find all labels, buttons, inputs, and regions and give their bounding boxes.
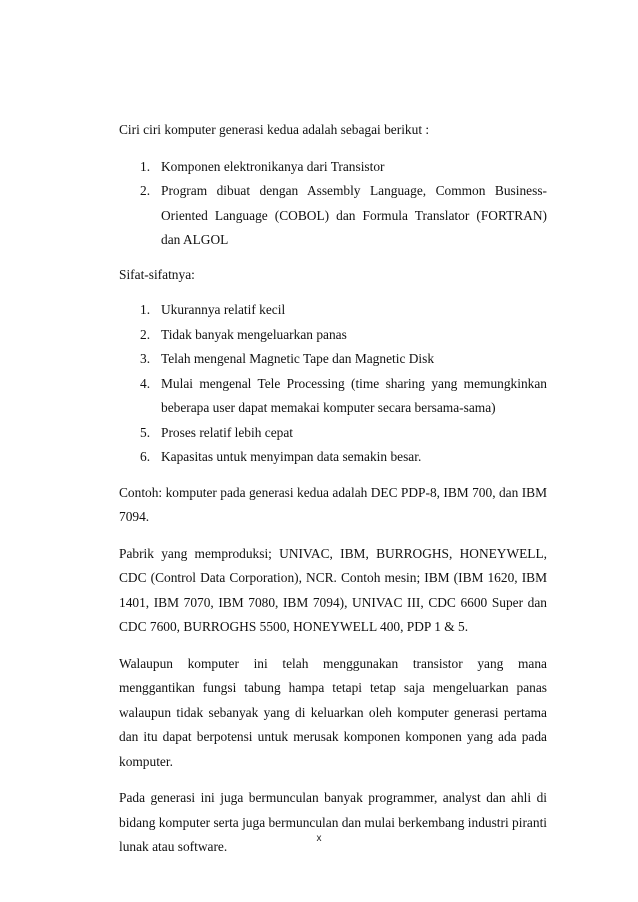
paragraph-transistor-heat: Walaupun komputer ini telah menggunakan transistor yang mana menggantikan fungsi tabung hampa tetapi tetap saja mengeluarkan panas walaupun tidak sebanyak yang di keluarkan oleh komputer generasi pertama dan itu dapat berpotensi untuk merusak komponen komponen yang ada pada komputer.	[119, 655, 547, 769]
list-item	[140, 421, 547, 446]
list-item	[140, 179, 547, 253]
properties-list	[119, 298, 547, 470]
list-item-text: Tidak banyak mengeluarkan panas	[161, 326, 347, 342]
list-number: 3.	[140, 351, 151, 366]
paragraph-manufacturers: Pabrik yang memproduksi; UNIVAC, IBM, BURROGHS, HONEYWELL, CDC (Control Data Corporation), NCR. Contoh mesin; IBM (IBM 1620, IBM 1401, IBM 7070, IBM 7080, IBM 7094), UNIVAC III, CDC 6600 Super dan CDC 7600, BURROGHS 5500, HONEYWELL 400, PDP 1 & 5.	[119, 545, 547, 634]
list-item	[140, 323, 547, 348]
list-number: 1.	[140, 158, 151, 174]
list-item-text: Ukurannya relatif kecil	[161, 302, 286, 317]
page-number: x	[316, 833, 322, 844]
characteristics-list	[119, 155, 547, 253]
list-number: 4.	[140, 375, 151, 391]
list-item	[140, 347, 547, 372]
list-item	[140, 298, 547, 323]
list-item-text: Komponen elektronikanya dari Transistor	[161, 158, 385, 174]
page-content	[119, 118, 547, 872]
list-number: 2.	[140, 326, 151, 342]
paragraph-programmers: Pada generasi ini juga bermunculan banyak programmer, analyst dan ahli di bidang komputer serta juga bermunculan dan mulai berkembang industri piranti lunak atau software.	[119, 790, 548, 854]
list-item	[140, 155, 547, 180]
list-number: 5.	[140, 424, 151, 440]
list-number: 2.	[140, 183, 151, 198]
list-item-text: Kapasitas untuk menyimpan data semakin besar.	[161, 449, 422, 464]
section-heading: Sifat-sifatnya:	[119, 266, 195, 282]
list-item	[140, 445, 547, 470]
list-item-text: Telah mengenal Magnetic Tape dan Magnetic Disk	[161, 351, 435, 366]
intro-text: Ciri ciri komputer generasi kedua adalah sebagai berikut :	[119, 122, 430, 137]
list-item-text: Mulai mengenal Tele Processing (time sharing yang memungkinkan beberapa user dapat memakai komputer secara bersama-sama)	[161, 375, 547, 415]
list-item	[140, 372, 547, 421]
list-item-text: Proses relatif lebih cepat	[161, 424, 293, 440]
list-number: 6.	[140, 449, 151, 464]
paragraph-examples: Contoh: komputer pada generasi kedua adalah DEC PDP-8, IBM 700, dan IBM 7094.	[119, 484, 547, 524]
list-item-text: Program dibuat dengan Assembly Language, Common Business-Oriented Language (COBOL) dan Formula Translator (FORTRAN) dan ALGOL	[161, 183, 547, 247]
list-number: 1.	[140, 302, 151, 317]
